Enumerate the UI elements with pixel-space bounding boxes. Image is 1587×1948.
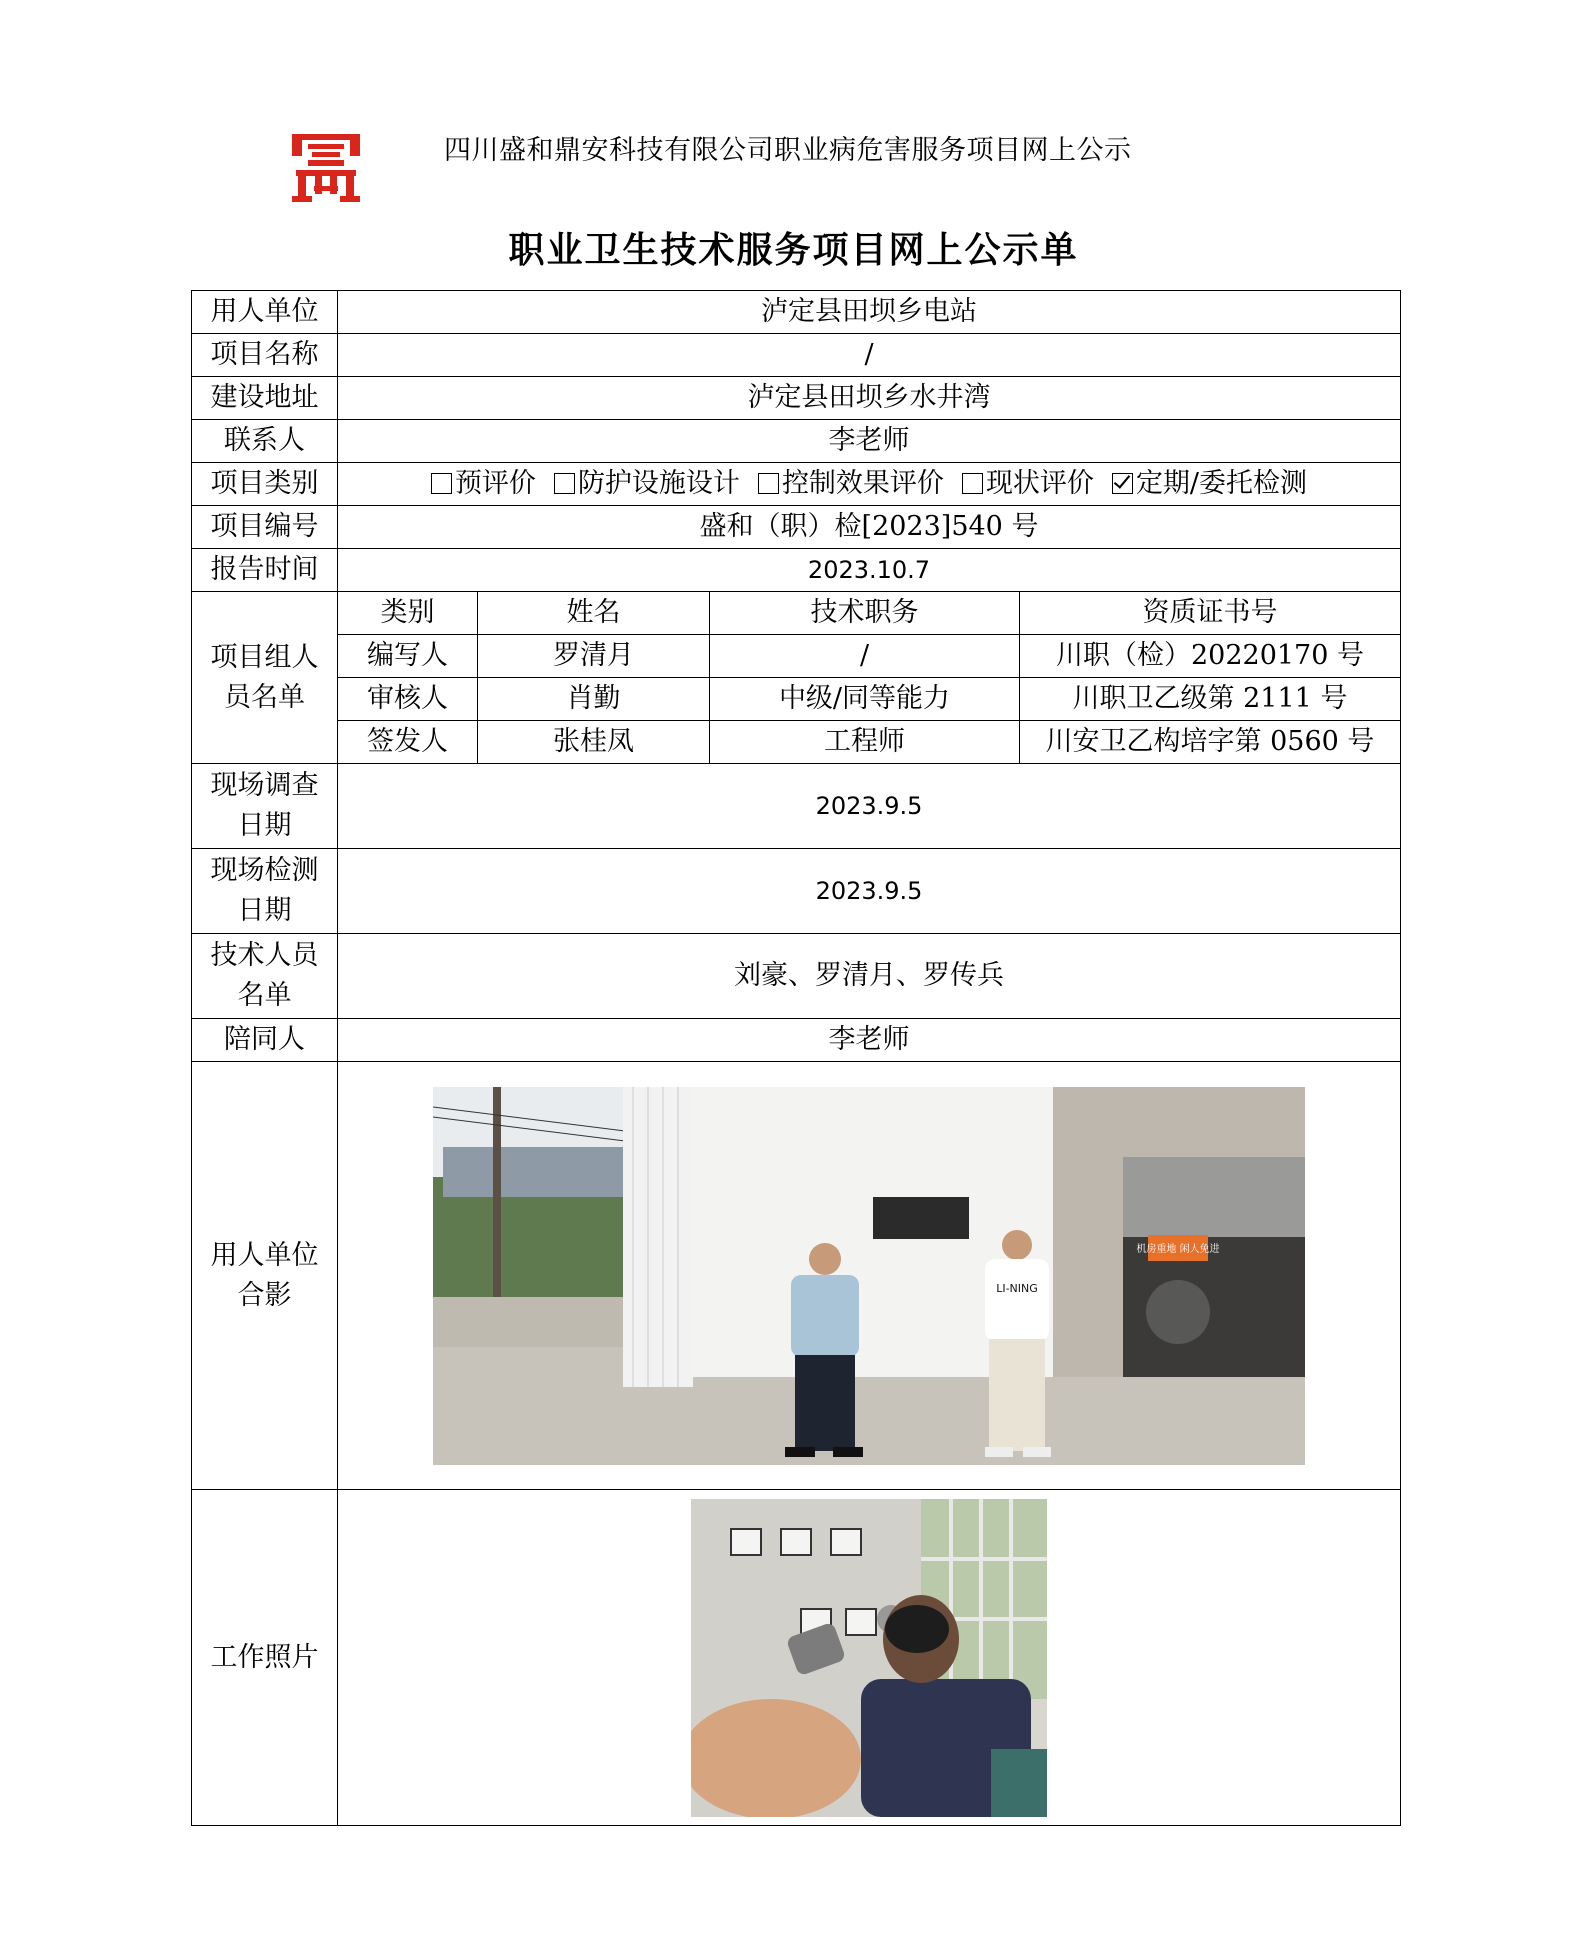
contact-label: 联系人 [192, 420, 338, 463]
company-title: 四川盛和鼎安科技有限公司职业病危害服务项目网上公示 [444, 135, 1132, 166]
team-cell: 签发人 [338, 721, 478, 764]
technicians-value: 刘豪、罗清月、罗传兵 [338, 934, 1401, 1019]
work-photo-image [691, 1499, 1047, 1817]
report-time-label: 报告时间 [192, 549, 338, 592]
checkbox-checked-icon[interactable] [1112, 473, 1133, 494]
team-cell: 审核人 [338, 678, 478, 721]
category-label: 项目类别 [192, 463, 338, 506]
team-header-cell: 姓名 [478, 592, 710, 635]
companion-label: 陪同人 [192, 1019, 338, 1062]
shirt-text: LI-NING [996, 1281, 1038, 1295]
checkbox-icon[interactable] [962, 473, 983, 494]
team-header-row [192, 592, 1401, 635]
category-option-control-eval[interactable]: 控制效果评价 [758, 464, 944, 504]
category-options [338, 463, 1401, 506]
contact-value: 李老师 [338, 420, 1401, 463]
project-name-value: / [338, 334, 1401, 377]
category-option-pre-eval[interactable]: 预评价 [431, 464, 536, 504]
team-header-cell: 资质证书号 [1020, 592, 1401, 635]
row-employer [192, 291, 1401, 334]
employer-value: 泸定县田坝乡电站 [338, 291, 1401, 334]
row-group-photo [192, 1062, 1401, 1490]
report-time-value: 2023.10.7 [338, 549, 1401, 592]
category-option-status-eval[interactable]: 现状评价 [962, 464, 1094, 504]
team-cell: 罗清月 [478, 635, 710, 678]
group-photo-cell [338, 1062, 1401, 1490]
checkbox-icon[interactable] [758, 473, 779, 494]
row-address [192, 377, 1401, 420]
row-category [192, 463, 1401, 506]
team-cell: 川职卫乙级第 2111 号 [1020, 678, 1401, 721]
test-date-label: 现场检测 日期 [192, 849, 338, 934]
work-photo-cell [338, 1490, 1401, 1826]
category-option-periodic-test[interactable]: 定期/委托检测 [1112, 464, 1307, 504]
companion-value: 李老师 [338, 1019, 1401, 1062]
project-number-value: 盛和（职）检[2023]540 号 [338, 506, 1401, 549]
row-project-name [192, 334, 1401, 377]
test-date-value: 2023.9.5 [338, 849, 1401, 934]
team-cell: 川职（检）20220170 号 [1020, 635, 1401, 678]
row-companion [192, 1019, 1401, 1062]
checkbox-icon[interactable] [554, 473, 575, 494]
row-report-time [192, 549, 1401, 592]
team-member-row [192, 678, 1401, 721]
address-label: 建设地址 [192, 377, 338, 420]
survey-date-label: 现场调查 日期 [192, 764, 338, 849]
row-survey-date [192, 764, 1401, 849]
survey-date-value: 2023.9.5 [338, 764, 1401, 849]
person-right [985, 1230, 1051, 1457]
team-cell: 川安卫乙构培字第 0560 号 [1020, 721, 1401, 764]
team-cell: 编写人 [338, 635, 478, 678]
document-title: 职业卫生技术服务项目网上公示单 [508, 229, 1079, 271]
group-photo-label: 用人单位 合影 [192, 1062, 338, 1490]
row-technicians [192, 934, 1401, 1019]
technicians-label: 技术人员 名单 [192, 934, 338, 1019]
row-contact [192, 420, 1401, 463]
group-photo-image [433, 1087, 1305, 1465]
address-value: 泸定县田坝乡水井湾 [338, 377, 1401, 420]
team-member-row [192, 721, 1401, 764]
work-photo-label: 工作照片 [192, 1490, 338, 1826]
notice-form-table [191, 290, 1401, 1826]
row-test-date [192, 849, 1401, 934]
row-work-photo [192, 1490, 1401, 1826]
team-cell: 中级/同等能力 [710, 678, 1020, 721]
company-logo [288, 130, 364, 206]
team-label: 项目组人 员名单 [192, 592, 338, 764]
row-project-number [192, 506, 1401, 549]
category-option-protection-design[interactable]: 防护设施设计 [554, 464, 740, 504]
team-cell: 张桂凤 [478, 721, 710, 764]
team-header-cell: 类别 [338, 592, 478, 635]
team-member-row [192, 635, 1401, 678]
project-name-label: 项目名称 [192, 334, 338, 377]
team-header-cell: 技术职务 [710, 592, 1020, 635]
warning-sign-text: 机房重地 闲人免进 [1136, 1243, 1220, 1255]
project-number-label: 项目编号 [192, 506, 338, 549]
team-cell: / [710, 635, 1020, 678]
team-cell: 肖勤 [478, 678, 710, 721]
checkbox-icon[interactable] [431, 473, 452, 494]
team-cell: 工程师 [710, 721, 1020, 764]
employer-label: 用人单位 [192, 291, 338, 334]
